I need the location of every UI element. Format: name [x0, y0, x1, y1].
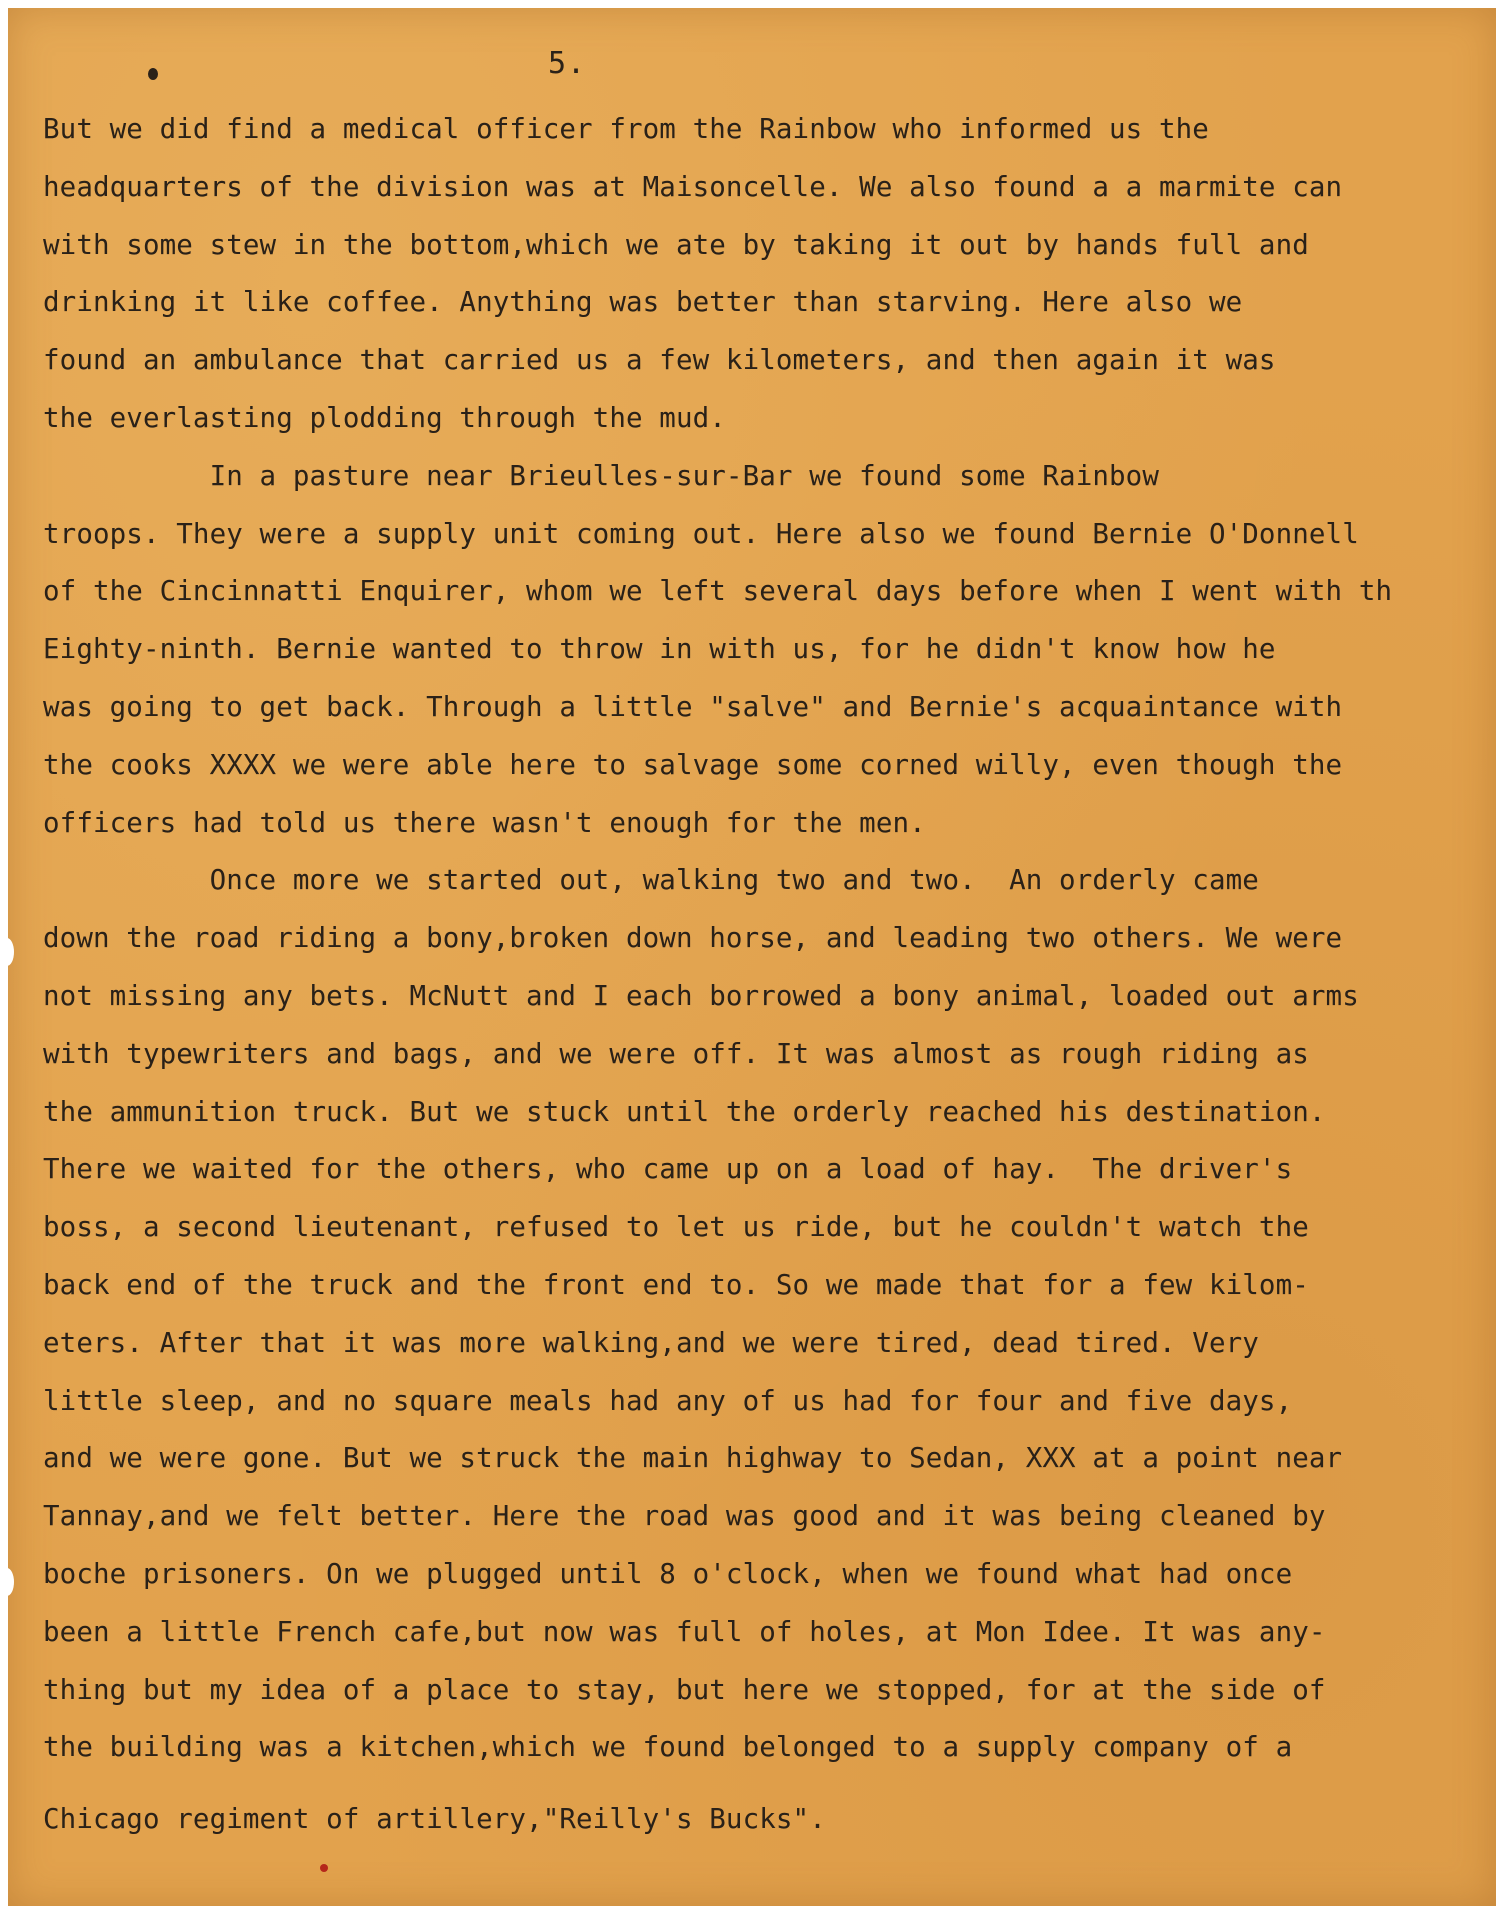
text-line: boche prisoners. On we plugged until 8 o'clock, when we found what had once: [43, 1557, 1293, 1590]
text-line: the cooks XXXX we were able here to salvage some corned willy, even though the: [43, 748, 1343, 781]
text-line: Eighty-ninth. Bernie wanted to throw in with us, for he didn't know how he: [43, 633, 1276, 666]
torn-edge-mark: [0, 938, 14, 966]
text-line: headquarters of the division was at Maisoncelle. We also found a a marmite can: [43, 170, 1343, 203]
text-line: thing but my idea of a place to stay, but here we stopped, for at the side of: [43, 1673, 1326, 1706]
text-line: Chicago regiment of artillery,"Reilly's Bucks".: [43, 1803, 826, 1836]
text-line: little sleep, and no square meals had any of us had for four and five days,: [43, 1384, 1293, 1417]
text-line: eters. After that it was more walking,and we were tired, dead tired. Very: [43, 1326, 1259, 1359]
text-line: been a little French cafe,but now was full of holes, at Mon Idee. It was any-: [43, 1615, 1326, 1648]
text-line: was going to get back. Through a little "salve" and Bernie's acquaintance with: [43, 690, 1343, 723]
red-ink-mark: [320, 1864, 328, 1872]
text-line: There we waited for the others, who came up on a load of hay. The driver's: [43, 1153, 1293, 1186]
text-line: with some stew in the bottom,which we ate by taking it out by hands full and: [43, 228, 1309, 261]
text-line: But we did find a medical officer from the Rainbow who informed us the: [43, 113, 1209, 145]
text-line: of the Cincinnatti Enquirer, whom we left several days before when I went with th: [43, 575, 1393, 608]
text-line: the building was a kitchen,which we found belonged to a supply company of a: [43, 1731, 1293, 1764]
text-line: boss, a second lieutenant, refused to let us ride, but he couldn't watch the: [43, 1211, 1309, 1244]
body-text: [43, 101, 1463, 1849]
typewritten-page: [8, 8, 1496, 1906]
text-line: and we were gone. But we struck the main highway to Sedan, XXX at a point near: [43, 1442, 1343, 1475]
text-line: found an ambulance that carried us a few kilometers, and then again it was: [43, 344, 1276, 377]
torn-edge-mark: [0, 1568, 14, 1596]
text-line: drinking it like coffee. Anything was better than starving. Here also we: [43, 286, 1243, 319]
text-line: officers had told us there wasn't enough for the men.: [43, 806, 926, 839]
text-line: the everlasting plodding through the mud.: [43, 401, 726, 434]
text-line: troops. They were a supply unit coming out. Here also we found Bernie O'Donnell: [43, 517, 1359, 550]
text-line: with typewriters and bags, and we were off. It was almost as rough riding as: [43, 1037, 1309, 1070]
text-line: down the road riding a bony,broken down horse, and leading two others. We were: [43, 922, 1343, 955]
text-line: Tannay,and we felt better. Here the road was good and it was being cleaned by: [43, 1500, 1326, 1533]
text-line: not missing any bets. McNutt and I each borrowed a bony animal, loaded out arms: [43, 979, 1359, 1012]
text-line: In a pasture near Brieulles-sur-Bar we found some Rainbow: [43, 459, 1159, 492]
text-line: Once more we started out, walking two and two. An orderly came: [43, 864, 1259, 897]
page-number: 5.: [548, 46, 587, 81]
ink-blot: [148, 68, 158, 80]
text-line: back end of the truck and the front end to. So we made that for a few kilom-: [43, 1268, 1309, 1301]
text-line: the ammunition truck. But we stuck until the orderly reached his destination.: [43, 1095, 1326, 1128]
